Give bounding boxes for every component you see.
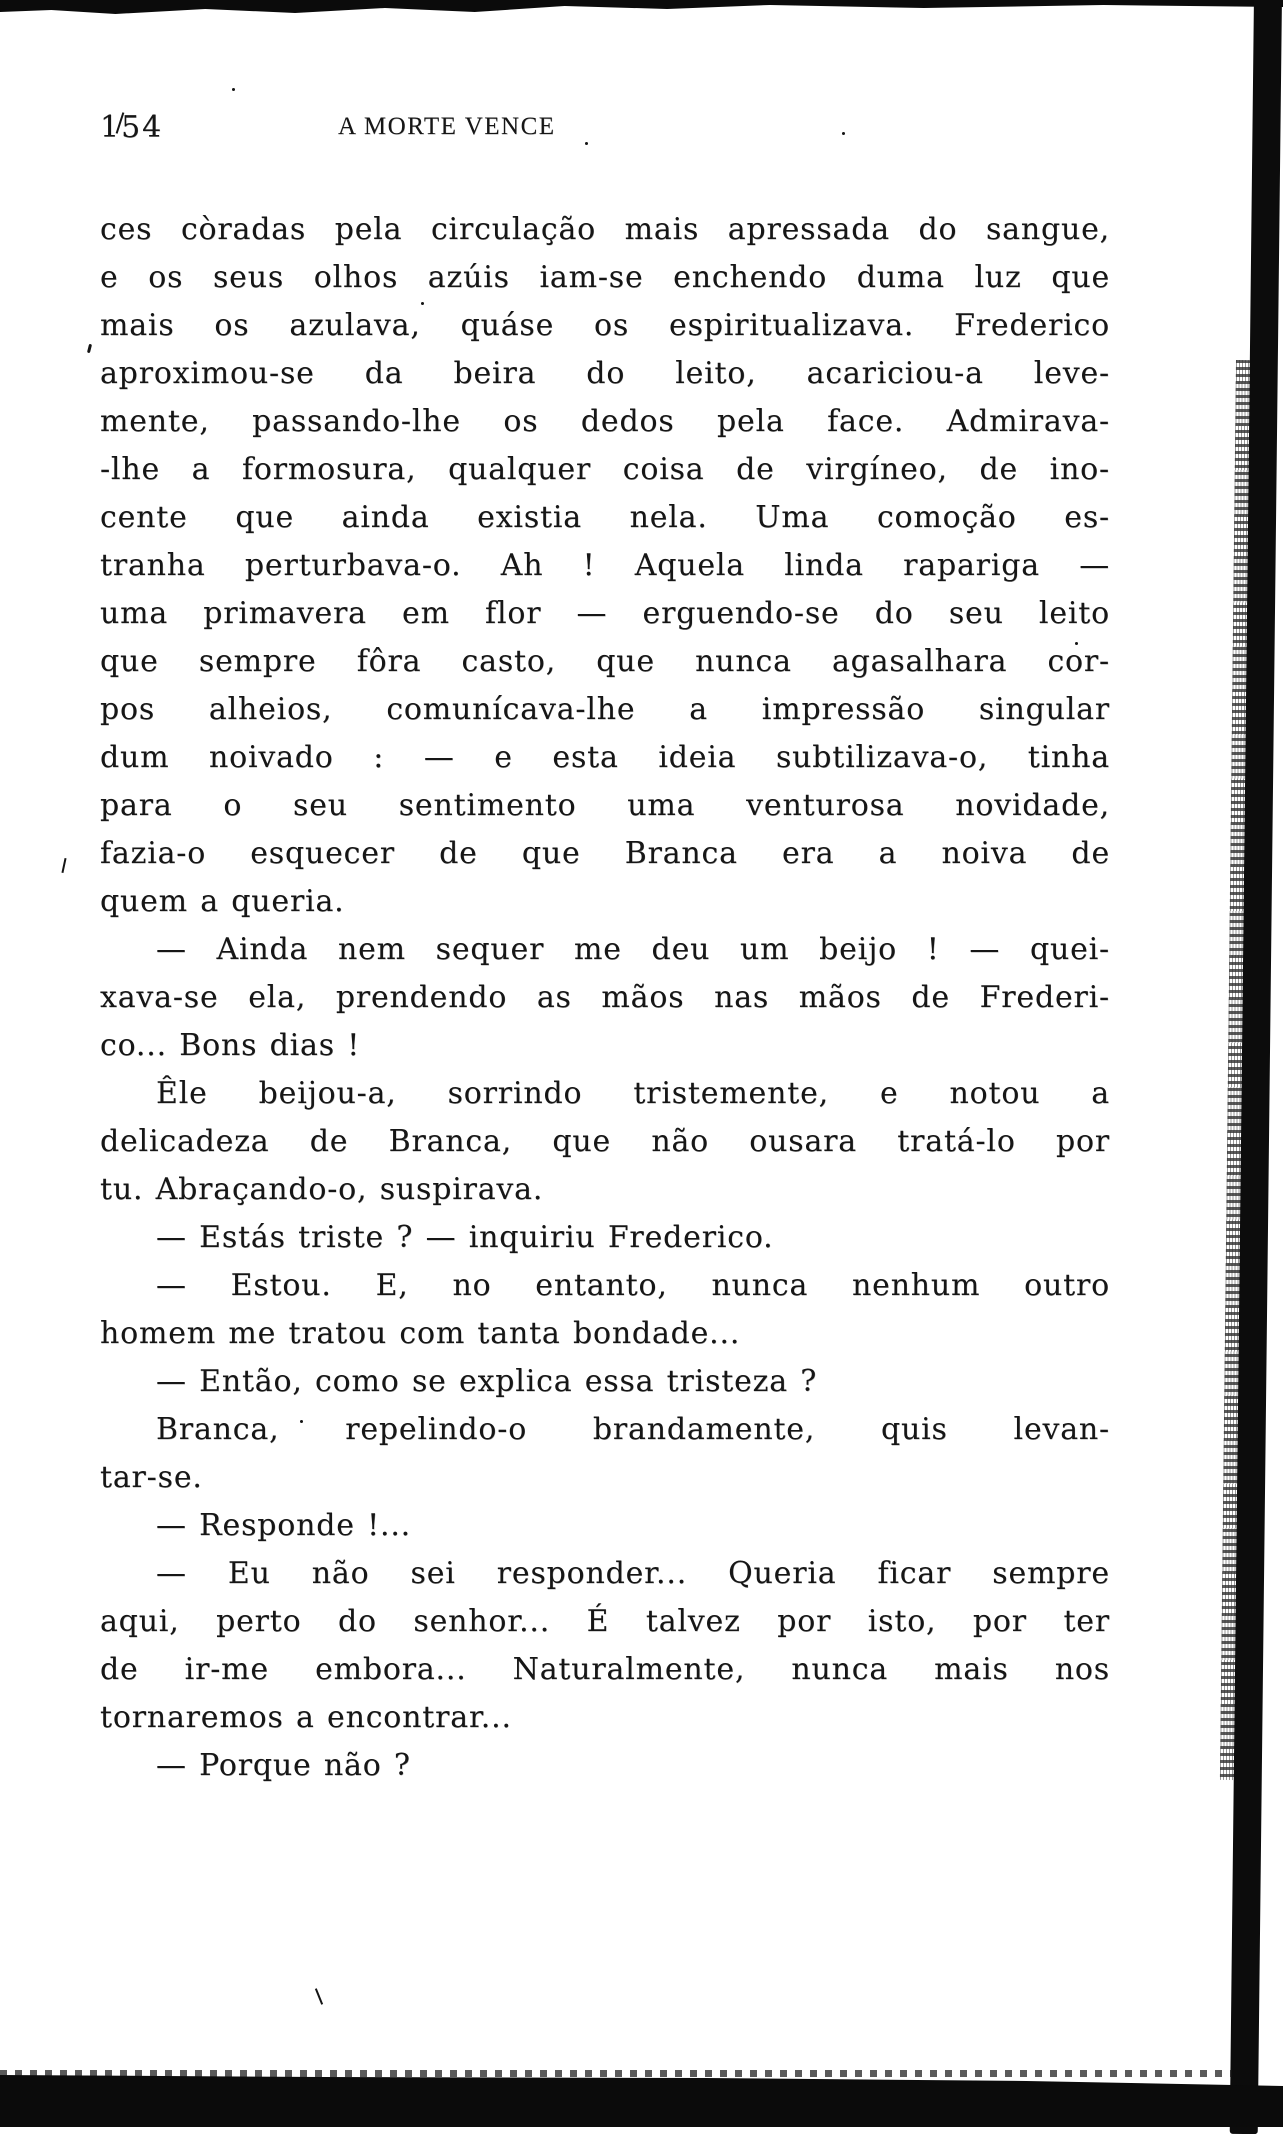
text-line: tu. Abraçando-o, suspirava. xyxy=(100,1172,544,1207)
text-line: tranha perturbava-o. Ah ! Aquela linda rapariga — xyxy=(100,548,1110,583)
text-line: cente que ainda existia nela. Uma comoção es- xyxy=(100,500,1110,535)
scan-speck xyxy=(315,1988,323,2005)
text-line: xava-se ela, prendendo as mãos nas mãos de Frederi- xyxy=(100,980,1110,1015)
text-line: — Então, como se explica essa tristeza ? xyxy=(156,1364,818,1399)
text-line: Êle beijou-a, sorrindo tristemente, e notou a xyxy=(156,1076,1110,1111)
text-line: para o seu sentimento uma venturosa novidade, xyxy=(100,788,1110,823)
text-line: delicadeza de Branca, que não ousara tratá-lo por xyxy=(100,1124,1110,1159)
text-line: -lhe a formosura, qualquer coisa de virgíneo, de ino- xyxy=(100,452,1110,487)
text-line: de ir-me embora... Naturalmente, nunca mais nos xyxy=(100,1652,1110,1687)
scan-speck xyxy=(585,142,588,145)
scan-speck xyxy=(232,88,235,91)
text-line: quem a queria. xyxy=(100,884,345,919)
text-line: mais os azulava, quáse os espiritualizava. Frederico xyxy=(100,308,1110,343)
text-line: — Estou. E, no entanto, nunca nenhum outro xyxy=(156,1268,1110,1303)
scan-speck xyxy=(61,858,66,873)
text-line: pos alheios, comunícava-lhe a impressão singular xyxy=(100,692,1110,727)
text-line: que sempre fôra casto, que nunca agasalhara cor- xyxy=(100,644,1110,679)
running-title: A MORTE VENCE xyxy=(338,113,556,140)
text-line: dum noivado : — e esta ideia subtilizava-o, tinha xyxy=(100,740,1110,775)
scan-speck xyxy=(842,132,845,135)
text-line: homem me tratou com tanta bondade... xyxy=(100,1316,741,1351)
scan-edge-bottom-speckle xyxy=(0,2070,1232,2077)
text-line: — Eu não sei responder... Queria ficar sempre xyxy=(156,1556,1110,1591)
text-line: ces còradas pela circulação mais apressada do sangue, xyxy=(100,212,1110,247)
scan-edge-bottom xyxy=(0,2069,1283,2127)
text-line: mente, passando-lhe os dedos pela face. Admirava- xyxy=(100,404,1110,439)
text-line: aproximou-se da beira do leito, acariciou-a leve- xyxy=(100,356,1110,391)
text-line: e os seus olhos azúis iam-se enchendo duma luz que xyxy=(100,260,1110,295)
scan-edge-top xyxy=(0,0,1283,16)
text-line: uma primavera em flor — erguendo-se do seu leito xyxy=(100,596,1110,631)
scan-speck xyxy=(87,344,92,353)
text-line: — Estás triste ? — inquiriu Frederico. xyxy=(156,1220,774,1255)
text-line: tornaremos a encontrar... xyxy=(100,1700,512,1735)
body-text xyxy=(100,206,1110,1790)
text-line: — Ainda nem sequer me deu um beijo ! — quei- xyxy=(156,932,1110,967)
text-line: fazia-o esquecer de que Branca era a noiva de xyxy=(100,836,1110,871)
text-line: — Porque não ? xyxy=(156,1748,411,1783)
page-number: 154 xyxy=(100,110,164,145)
text-line: aqui, perto do senhor... É talvez por isto, por ter xyxy=(100,1604,1110,1639)
text-line: tar-se. xyxy=(100,1460,203,1495)
text-line: — Responde !... xyxy=(156,1508,412,1543)
text-line: Branca, repelindo-o brandamente, quis levan- xyxy=(156,1412,1110,1447)
text-line: co... Bons dias ! xyxy=(100,1028,361,1063)
